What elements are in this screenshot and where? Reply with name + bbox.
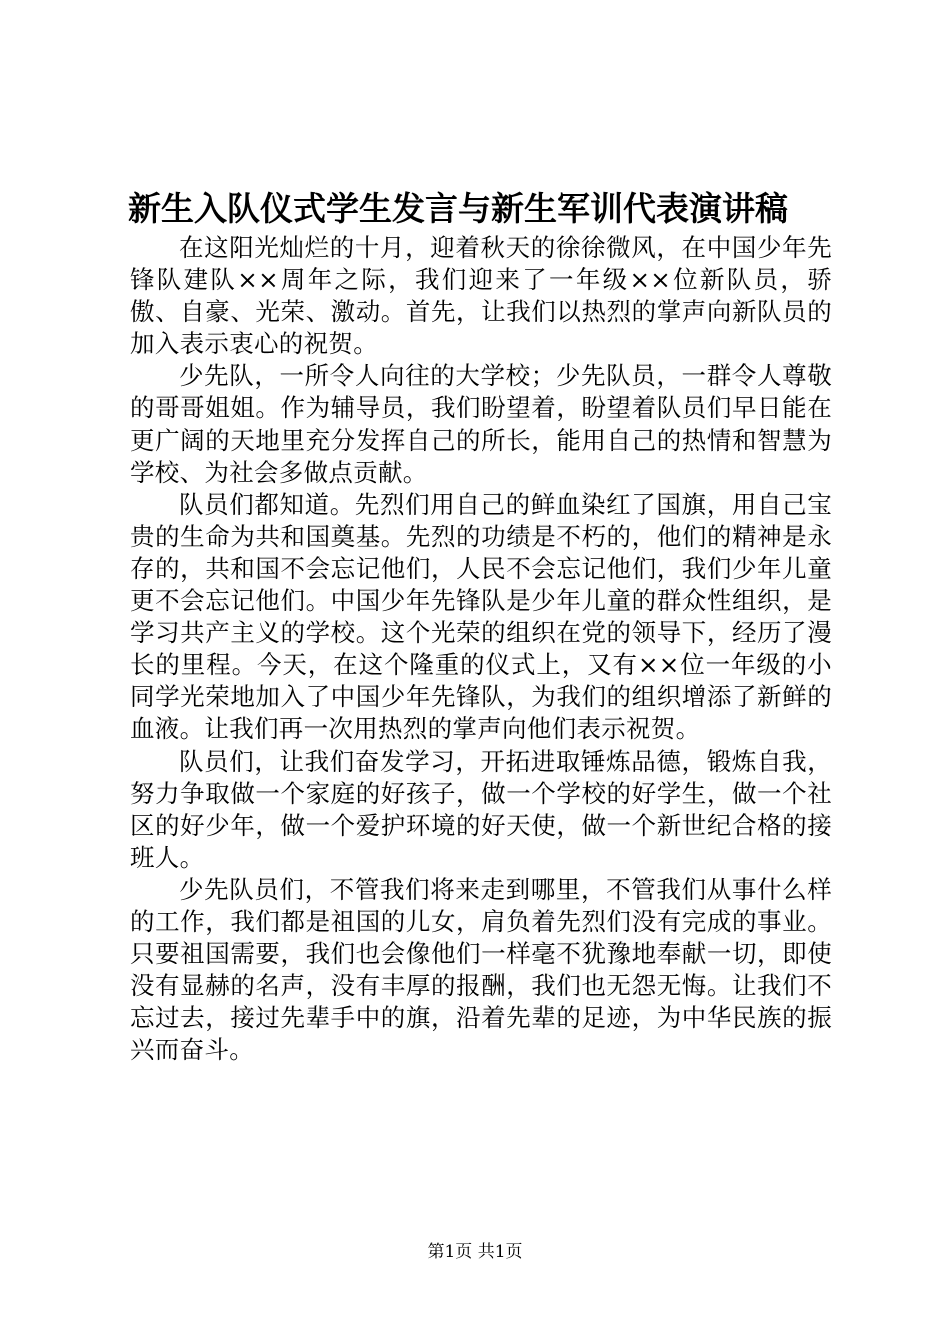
page-footer: 第1页 共1页	[427, 1242, 523, 1262]
paragraph-2: 少先队，一所令人向往的大学校；少先队员，一群令人尊敬的哥哥姐姐。作为辅导员，我们盼望着，盼望着队员们早日能在更广阔的天地里充分发挥自己的所长，能用自己的热情和智慧为学校、为社会多做点贡献。	[130, 361, 832, 487]
paragraph-5: 少先队员们，不管我们将来走到哪里，不管我们从事什么样的工作，我们都是祖国的儿女，肩负着先烈们没有完成的事业。只要祖国需要，我们也会像他们一样毫不犹豫地奉献一切，即使没有显赫的名声，没有丰厚的报酬，我们也无怨无悔。让我们不忘过去，接过先辈手中的旗，沿着先辈的足迹，为中华民族的振兴而奋斗。	[130, 874, 832, 1065]
paragraph-3: 队员们都知道。先烈们用自己的鲜血染红了国旗，用自己宝贵的生命为共和国奠基。先烈的功绩是不朽的，他们的精神是永存的，共和国不会忘记他们，人民不会忘记他们，我们少年儿童更不会忘记他们。中国少年先锋队是少年儿童的群众性组织，是学习共产主义的学校。这个光荣的组织在党的领导下，经历了漫长的里程。今天，在这个隆重的仪式上，又有××位一年级的小同学光荣地加入了中国少年先锋队，为我们的组织增添了新鲜的血液。让我们再一次用热烈的掌声向他们表示祝贺。	[130, 489, 832, 744]
document-title: 新生入队仪式学生发言与新生军训代表演讲稿	[128, 189, 788, 228]
paragraph-4: 队员们，让我们奋发学习，开拓进取锤炼品德，锻炼自我，努力争取做一个家庭的好孩子，做一个学校的好学生，做一个社区的好少年，做一个爱护环境的好天使，做一个新世纪合格的接班人。	[130, 746, 832, 872]
document-body	[130, 232, 832, 1066]
paragraph-1: 在这阳光灿烂的十月，迎着秋天的徐徐微风，在中国少年先锋队建队××周年之际，我们迎来了一年级××位新队员，骄傲、自豪、光荣、激动。首先，让我们以热烈的掌声向新队员的加入表示衷心的祝贺。	[130, 233, 832, 359]
